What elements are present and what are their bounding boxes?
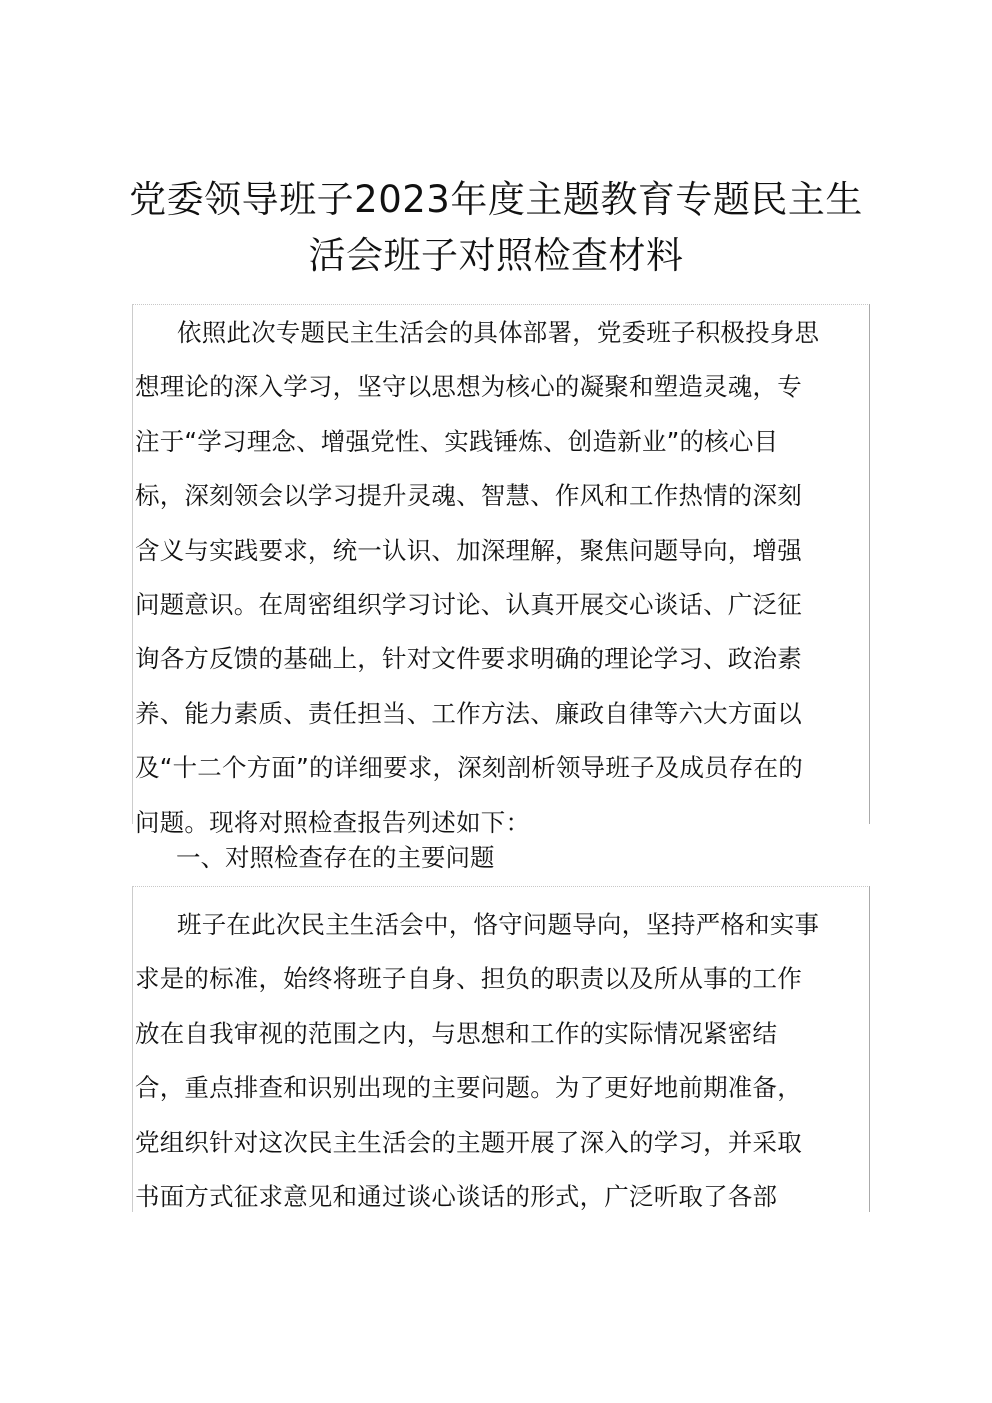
paragraph-frame-1 <box>132 304 870 837</box>
para2-line: 求是的标准，始终将班子自身、担负的职责以及所从事的工作 <box>135 964 802 994</box>
body-paragraph <box>133 886 869 1224</box>
para1-line: 问题意识。在周密组织学习讨论、认真开展交心谈话、广泛征 <box>135 590 802 620</box>
para1-line: 养、能力素质、责任担当、工作方法、廉政自律等六大方面以 <box>135 698 802 728</box>
para1-line: 注于“学习理念、增强党性、实践锤炼、创造新业”的核心目 <box>135 426 779 456</box>
para1-line: 询各方反馈的基础上，针对文件要求明确的理论学习、政治素 <box>135 644 802 674</box>
para2-line: 班子在此次民主生活会中，恪守问题导向，坚持严格和实事 <box>177 910 820 939</box>
section-heading: 一、对照检查存在的主要问题 <box>176 843 495 872</box>
title-line-2: 活会班子对照检查材料 <box>308 234 684 277</box>
para2-line: 党组织针对这次民主生活会的主题开展了深入的学习，并采取 <box>135 1127 802 1157</box>
para1-line: 标，深刻领会以学习提升灵魂、智慧、作风和工作热情的深刻 <box>135 481 802 511</box>
paragraph-frame-2 <box>132 886 870 1212</box>
para1-line: 问题。现将对照检查报告列述如下： <box>135 807 531 837</box>
document-title <box>100 172 892 284</box>
para1-line: 依照此次专题民主生活会的具体部署，党委班子积极投身思 <box>177 318 820 347</box>
para1-line: 含义与实践要求，统一认识、加深理解，聚焦问题导向，增强 <box>135 535 802 565</box>
para2-line: 合，重点排查和识别出现的主要问题。为了更好地前期准备， <box>135 1073 802 1103</box>
intro-paragraph <box>133 304 869 850</box>
title-line-1: 党委领导班子2023年度主题教育专题民主生 <box>129 178 863 221</box>
para1-line: 想理论的深入学习，坚守以思想为核心的凝聚和塑造灵魂，专 <box>135 372 802 402</box>
para2-line: 放在自我审视的范围之内，与思想和工作的实际情况紧密结 <box>135 1018 778 1048</box>
para1-line: 及“十二个方面”的详细要求，深刻剖析领导班子及成员存在的 <box>135 753 803 783</box>
para2-line: 书面方式征求意见和通过谈心谈话的形式，广泛听取了各部 <box>135 1182 778 1212</box>
section-heading-row <box>132 830 868 886</box>
